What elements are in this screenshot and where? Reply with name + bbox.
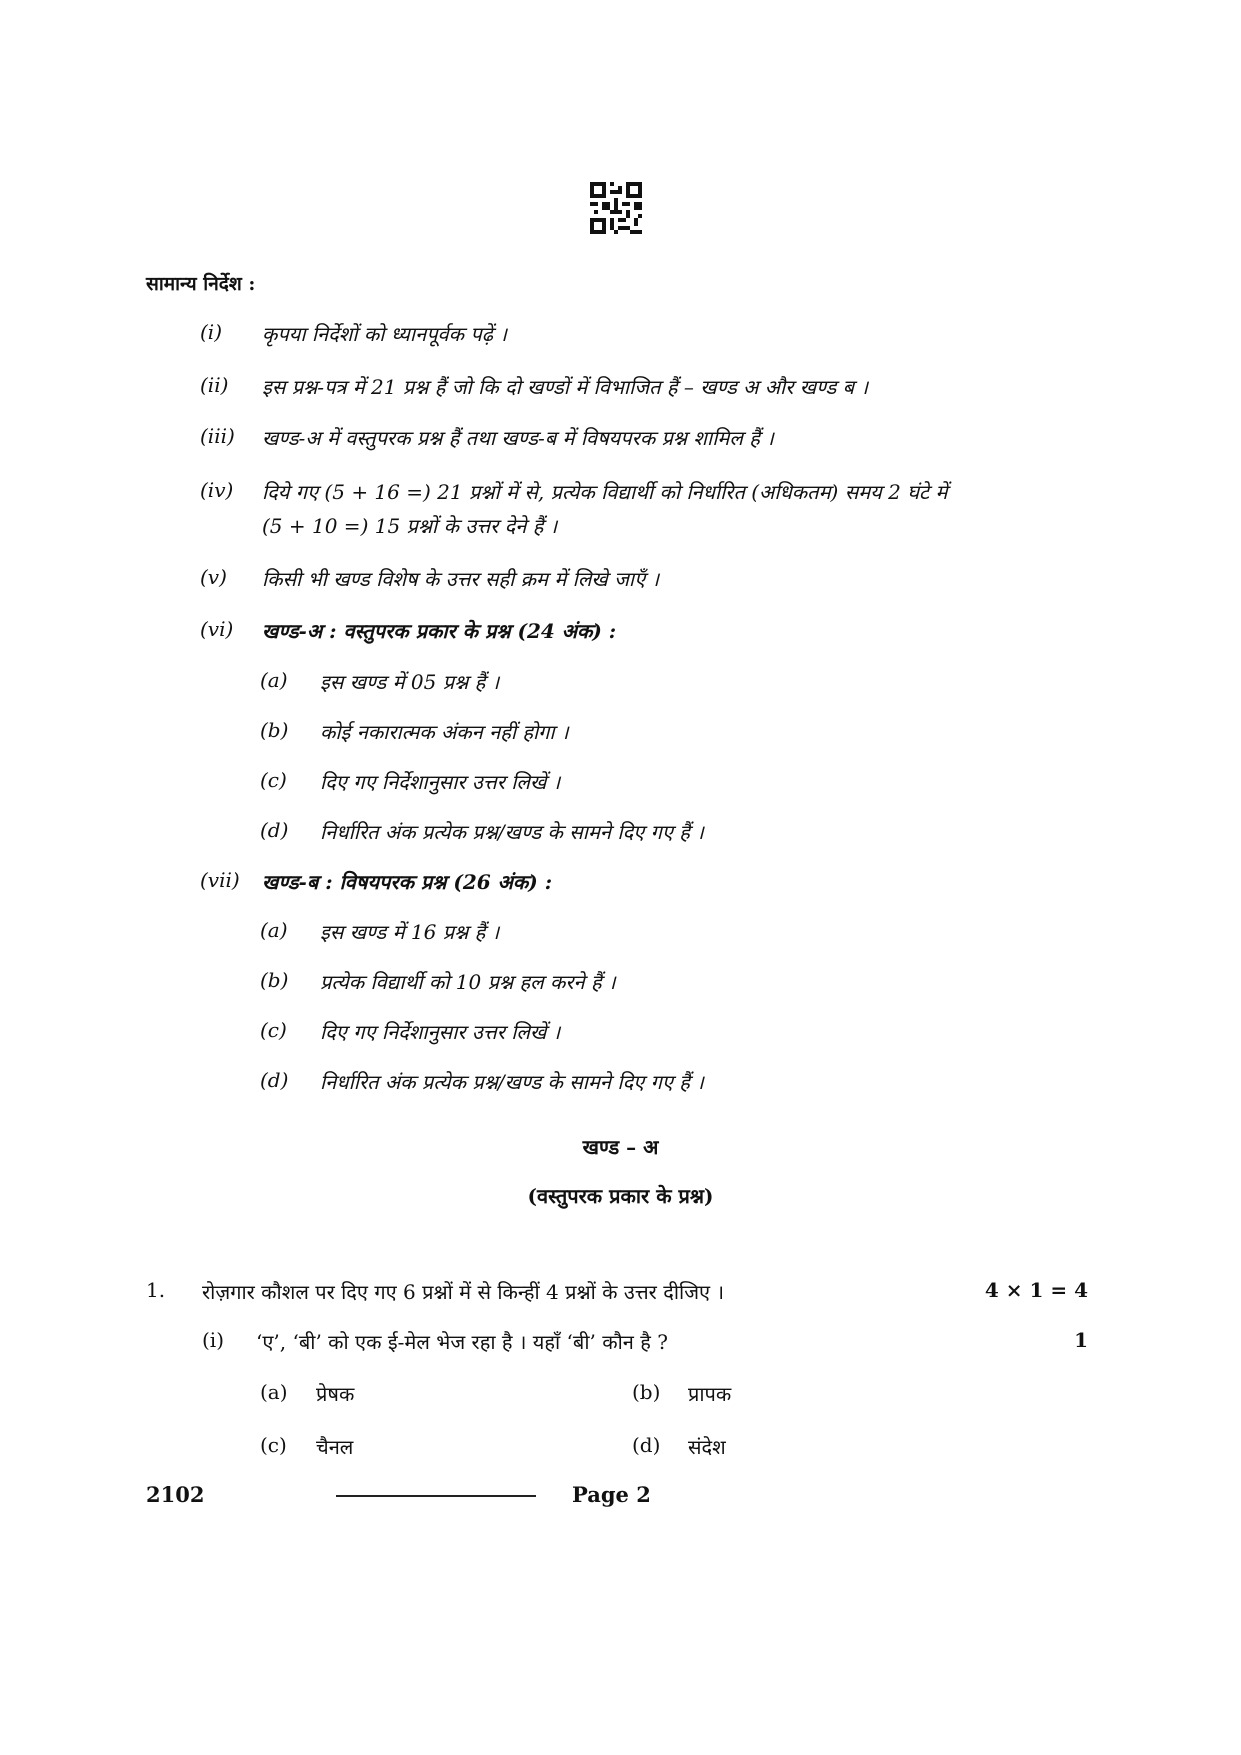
sub-item-label: (b) xyxy=(260,718,289,742)
sub-item-label: (c) xyxy=(260,1018,287,1042)
sub-item-label: (d) xyxy=(260,818,289,842)
instruction-number: (vii) xyxy=(200,868,240,892)
sub-item-text: निर्धारित अंक प्रत्येक प्रश्न/खण्ड के सामने दिए गए हैं । xyxy=(320,1070,704,1094)
instruction-text: दिये गए (5 + 16 =) 21 प्रश्नों में से, प्रत्येक विद्यार्थी को निर्धारित (अधिकतम) समय 2 घंटे में xyxy=(262,480,948,504)
option-label: (c) xyxy=(260,1433,287,1457)
question-text: रोज़गार कौशल पर दिए गए 6 प्रश्नों में से किन्हीं 4 प्रश्नों के उत्तर दीजिए । xyxy=(202,1280,725,1304)
instruction-text: कृपया निर्देशों को ध्यानपूर्वक पढ़ें । xyxy=(262,322,507,346)
option-label: (d) xyxy=(632,1433,661,1457)
sub-question-text: ‘ए’, ‘बी’ को एक ई-मेल भेज रहा है । यहाँ ‘बी’ कौन है ? xyxy=(256,1330,668,1354)
paper-code: 2102 xyxy=(146,1482,205,1507)
instruction-text: खण्ड-अ में वस्तुपरक प्रश्न हैं तथा खण्ड-ब में विषयपरक प्रश्न शामिल हैं । xyxy=(262,426,774,450)
instruction-text: खण्ड-अ : वस्तुपरक प्रकार के प्रश्न (24 अंक) : xyxy=(262,619,617,643)
option-text: संदेश xyxy=(688,1435,726,1459)
sub-item-text: प्रत्येक विद्यार्थी को 10 प्रश्न हल करने हैं । xyxy=(320,970,616,994)
sub-item-label: (c) xyxy=(260,768,287,792)
footer-rule xyxy=(336,1495,536,1497)
instruction-text-continued: (5 + 10 =) 15 प्रश्नों के उत्तर देने हैं । xyxy=(262,514,558,538)
question-number: 1. xyxy=(146,1278,166,1302)
sub-item-text: इस खण्ड में 16 प्रश्न हैं । xyxy=(320,920,500,944)
instruction-text: खण्ड-ब : विषयपरक प्रश्न (26 अंक) : xyxy=(262,870,553,894)
section-title: खण्ड – अ xyxy=(582,1135,659,1159)
instruction-number: (i) xyxy=(200,320,223,344)
option-text: प्रेषक xyxy=(316,1382,355,1406)
instruction-number: (iii) xyxy=(200,424,235,448)
instruction-number: (vi) xyxy=(200,617,234,641)
sub-item-text: दिए गए निर्देशानुसार उत्तर लिखें । xyxy=(320,1020,561,1044)
option-text: प्रापक xyxy=(688,1382,732,1406)
sub-item-label: (a) xyxy=(260,668,288,692)
instruction-number: (ii) xyxy=(200,373,229,397)
sub-item-text: इस खण्ड में 05 प्रश्न हैं । xyxy=(320,670,500,694)
qr-code xyxy=(590,182,642,234)
option-label: (a) xyxy=(260,1380,288,1404)
question-marks: 4 × 1 = 4 xyxy=(984,1278,1088,1302)
sub-question-marks: 1 xyxy=(1074,1328,1088,1352)
page-number: Page 2 xyxy=(572,1482,651,1507)
instruction-text: इस प्रश्न-पत्र में 21 प्रश्न हैं जो कि दो खण्डों में विभाजित हैं – खण्ड अ और खण्ड ब । xyxy=(262,375,869,399)
sub-item-text: दिए गए निर्देशानुसार उत्तर लिखें । xyxy=(320,770,561,794)
sub-item-label: (b) xyxy=(260,968,289,992)
option-text: चैनल xyxy=(316,1435,354,1459)
instruction-number: (iv) xyxy=(200,478,234,502)
section-subtitle: (वस्तुपरक प्रकार के प्रश्न) xyxy=(527,1184,714,1208)
sub-item-text: निर्धारित अंक प्रत्येक प्रश्न/खण्ड के सामने दिए गए हैं । xyxy=(320,820,704,844)
instruction-text: किसी भी खण्ड विशेष के उत्तर सही क्रम में लिखे जाएँ । xyxy=(262,567,660,591)
option-label: (b) xyxy=(632,1380,661,1404)
sub-question-number: (i) xyxy=(202,1328,225,1352)
instruction-number: (v) xyxy=(200,565,227,589)
sub-item-label: (d) xyxy=(260,1068,289,1092)
general-instructions-heading: सामान्य निर्देश : xyxy=(146,273,256,295)
sub-item-label: (a) xyxy=(260,918,288,942)
sub-item-text: कोई नकारात्मक अंकन नहीं होगा । xyxy=(320,720,569,744)
